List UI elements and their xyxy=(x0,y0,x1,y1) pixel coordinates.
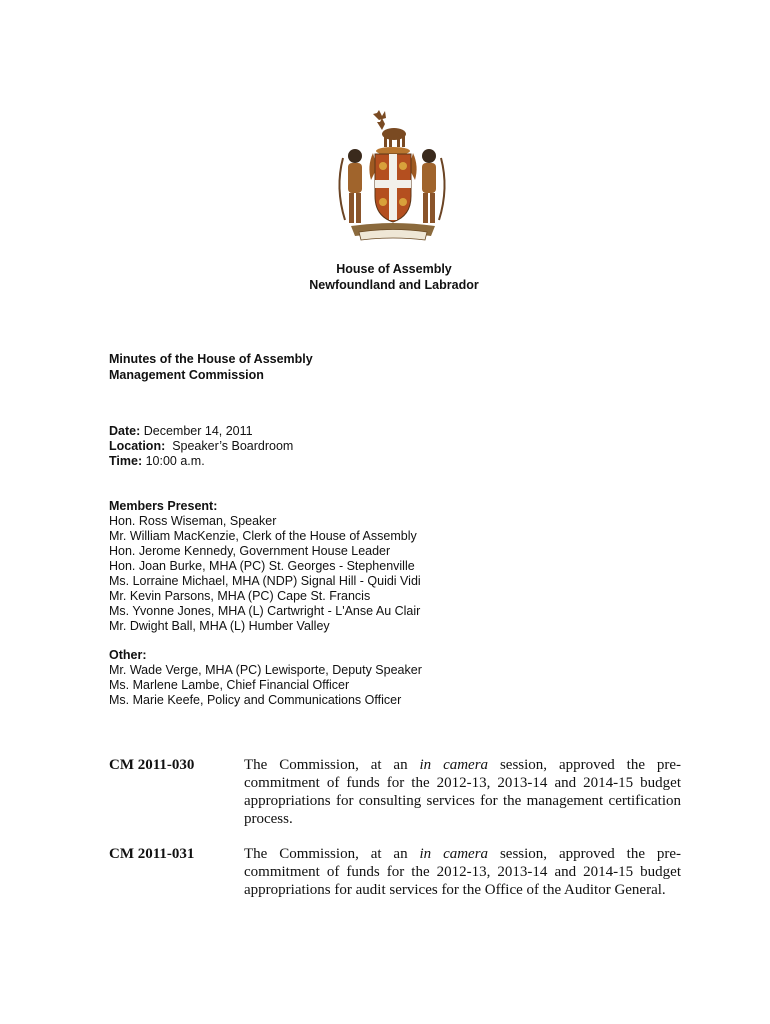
other-heading: Other: xyxy=(109,648,147,662)
member-item: Hon. Jerome Kennedy, Government House Leader xyxy=(109,544,391,558)
location-row xyxy=(109,439,293,454)
other-attendees-section xyxy=(109,648,422,708)
header-line-1: House of Assembly xyxy=(336,262,452,276)
motion-text xyxy=(244,756,681,828)
title-line-1: Minutes of the House of Assembly xyxy=(109,352,313,366)
time-label: Time: xyxy=(109,454,143,468)
motion-text-part: The Commission, at an xyxy=(244,757,420,773)
location-value: Speaker’s Boardroom xyxy=(165,439,294,453)
title-line-2: Management Commission xyxy=(109,368,264,382)
member-item: Hon. Ross Wiseman, Speaker xyxy=(109,514,277,528)
motion-text-part: session, approved the pre-commitment of funds for the 2012-13, 2013-14 and 2014-15 budget appropriations for consulting services for the management certification process. xyxy=(244,757,682,827)
motion-text-part: The Commission, at an xyxy=(244,846,420,862)
other-item: Ms. Marlene Lambe, Chief Financial Officer xyxy=(109,678,350,692)
member-item: Mr. William MacKenzie, Clerk of the House of Assembly xyxy=(109,529,417,543)
header-line-2: Newfoundland and Labrador xyxy=(309,278,479,292)
member-item: Hon. Joan Burke, MHA (PC) St. Georges - Stephenville xyxy=(109,559,415,573)
motion-id: CM 2011-031 xyxy=(109,846,195,862)
motion-text-italic: in camera xyxy=(419,846,489,862)
date-value: December 14, 2011 xyxy=(140,424,253,438)
member-item: Mr. Kevin Parsons, MHA (PC) Cape St. Francis xyxy=(109,589,371,603)
motion-entry xyxy=(109,756,681,828)
member-item: Mr. Dwight Ball, MHA (L) Humber Valley xyxy=(109,619,330,633)
document-header xyxy=(0,261,770,293)
date-label: Date: xyxy=(109,424,141,438)
motion-entry xyxy=(109,845,681,899)
date-row xyxy=(109,424,293,439)
time-row xyxy=(109,454,293,469)
location-label: Location: xyxy=(109,439,166,453)
time-value: 10:00 a.m. xyxy=(142,454,205,468)
members-present-section xyxy=(109,499,421,634)
other-item: Mr. Wade Verge, MHA (PC) Lewisporte, Deputy Speaker xyxy=(109,663,422,677)
member-item: Ms. Lorraine Michael, MHA (NDP) Signal Hill - Quidi Vidi xyxy=(109,574,421,588)
motion-text-italic: in camera xyxy=(419,757,489,773)
document-title xyxy=(109,351,313,383)
motion-text xyxy=(244,845,681,899)
motion-id: CM 2011-030 xyxy=(109,757,195,773)
member-item: Ms. Yvonne Jones, MHA (L) Cartwright - L'Anse Au Clair xyxy=(109,604,421,618)
meeting-info xyxy=(109,424,293,469)
motion-text-part: session, approved the pre-commitment of funds for the 2012-13, 2013-14 and 2014-15 budget appropriations for audit services for the Office of the Auditor General. xyxy=(244,846,682,898)
coat-of-arms-graphic xyxy=(325,108,455,248)
coat-of-arms-crest xyxy=(325,108,455,248)
members-heading: Members Present: xyxy=(109,499,218,513)
other-item: Ms. Marie Keefe, Policy and Communications Officer xyxy=(109,693,402,707)
